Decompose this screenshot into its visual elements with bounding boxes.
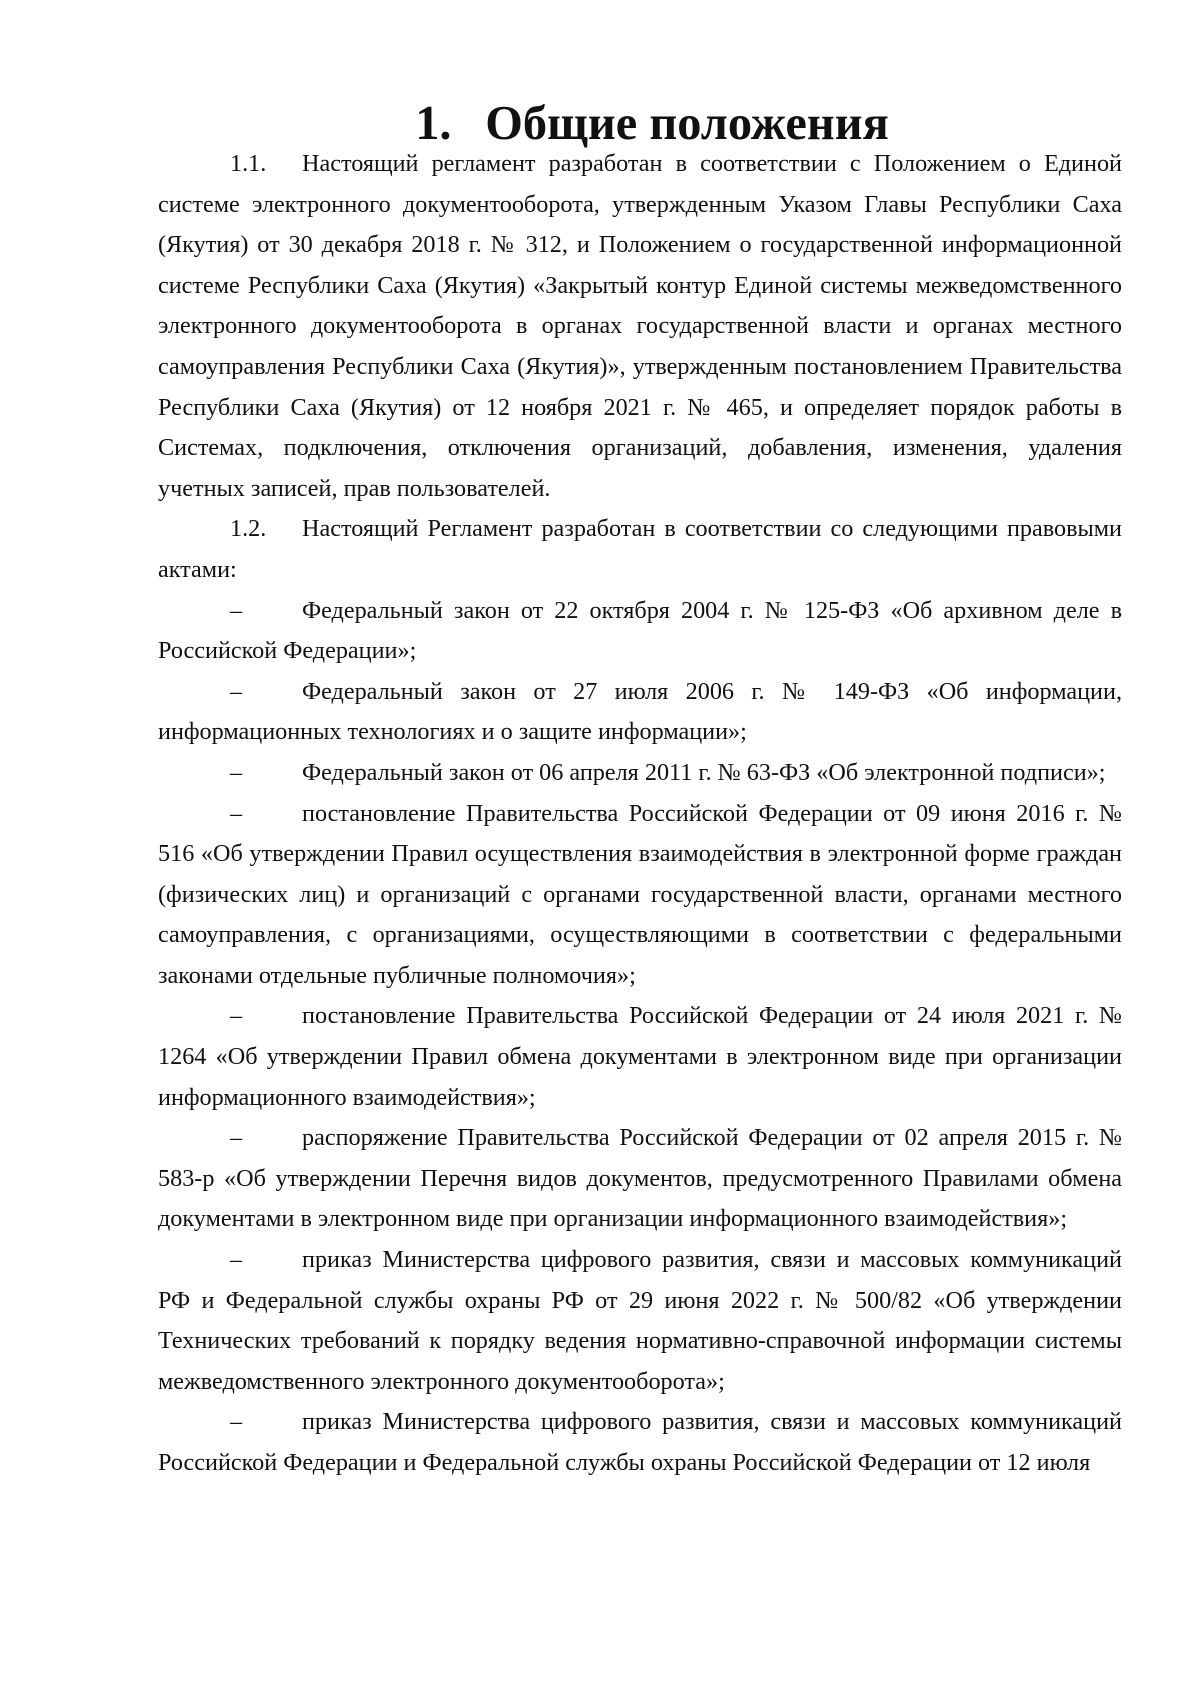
dash-marker: –	[230, 1002, 243, 1030]
dash-marker: –	[230, 1408, 243, 1436]
list-item	[158, 1402, 1122, 1483]
list-item	[158, 591, 1122, 672]
dash-marker: –	[230, 596, 243, 624]
section-heading	[158, 97, 1122, 150]
list-item	[158, 794, 1122, 997]
dash-marker: –	[230, 799, 243, 827]
list-item-text: Федеральный закон от 27 июля 2006 г. № 149-ФЗ «Об информации, информационных технологиях и о защите информации»;	[158, 677, 1122, 746]
list-item-text: Федеральный закон от 06 апреля 2011 г. № 63-ФЗ «Об электронной подписи»;	[302, 758, 1106, 786]
list-item	[158, 672, 1122, 753]
list-item-text: постановление Правительства Российской Федерации от 09 июня 2016 г. № 516 «Об утверждении Правил осуществления взаимодействия в электронной форме граждан (физических лиц) и организаций с органами государственной власти, органами местного самоуправления, с организациями, осуществляющими в соответствии с федеральными законами отдельные публичные полномочия»;	[158, 799, 1122, 989]
dash-marker: –	[230, 758, 243, 786]
list-item	[158, 1118, 1122, 1240]
list-item-text: постановление Правительства Российской Федерации от 24 июля 2021 г. № 1264 «Об утверждении Правил обмена документами в электронном виде при организации информационного взаимодействия»;	[158, 1002, 1122, 1111]
list-item-text: Федеральный закон от 22 октября 2004 г. № 125-ФЗ «Об архивном деле в Российской Федерации»;	[158, 596, 1122, 665]
section-title: Общие положения	[485, 97, 889, 150]
paragraph-text: Настоящий регламент разработан в соответствии с Положением о Единой системе электронного документооборота, утвержденным Указом Главы Республики Саха (Якутия) от 30 декабря 2018 г. № 312, и Положением о государственной информационной системе Республики Саха (Якутия) «Закрытый контур Единой системы межведомственного электронного документооборота в органах государственной власти и органах местного самоуправления Республики Саха (Якутия)», утвержденным постановлением Правительства Республики Саха (Якутия) от 12 ноября 2021 г. № 465, и определяет порядок работы в Системах, подключения, отключения организаций, добавления, изменения, удаления учетных записей, прав пользователей.	[158, 150, 1122, 502]
list-item	[158, 996, 1122, 1118]
paragraph-number: 1.2.	[230, 515, 267, 543]
dash-marker: –	[230, 677, 243, 705]
list-item	[158, 1240, 1122, 1402]
dash-marker: –	[230, 1246, 243, 1274]
document-page	[158, 97, 1122, 1484]
list-item-text: распоряжение Правительства Российской Федерации от 02 апреля 2015 г. № 583-р «Об утверждении Перечня видов документов, предусмотренного Правилами обмена документами в электронном виде при организации информационного взаимодействия»;	[158, 1124, 1122, 1233]
paragraph-text: Настоящий Регламент разработан в соответствии со следующими правовыми актами:	[158, 515, 1122, 583]
section-number: 1.	[415, 97, 452, 150]
list-item-text: приказ Министерства цифрового развития, связи и массовых коммуникаций РФ и Федеральной службы охраны РФ от 29 июня 2022 г. № 500/82 «Об утверждении Технических требований к порядку ведения нормативно-справочной информации системы межведомственного электронного документооборота»;	[158, 1246, 1122, 1395]
paragraph-1-1	[158, 144, 1122, 509]
dash-marker: –	[230, 1124, 243, 1152]
list-item	[158, 753, 1122, 794]
paragraph-number: 1.1.	[230, 150, 267, 177]
paragraph-1-2	[158, 509, 1122, 590]
list-item-text: приказ Министерства цифрового развития, связи и массовых коммуникаций Российской Федерации и Федеральной службы охраны Российской Федерации от 12 июля	[158, 1408, 1122, 1476]
